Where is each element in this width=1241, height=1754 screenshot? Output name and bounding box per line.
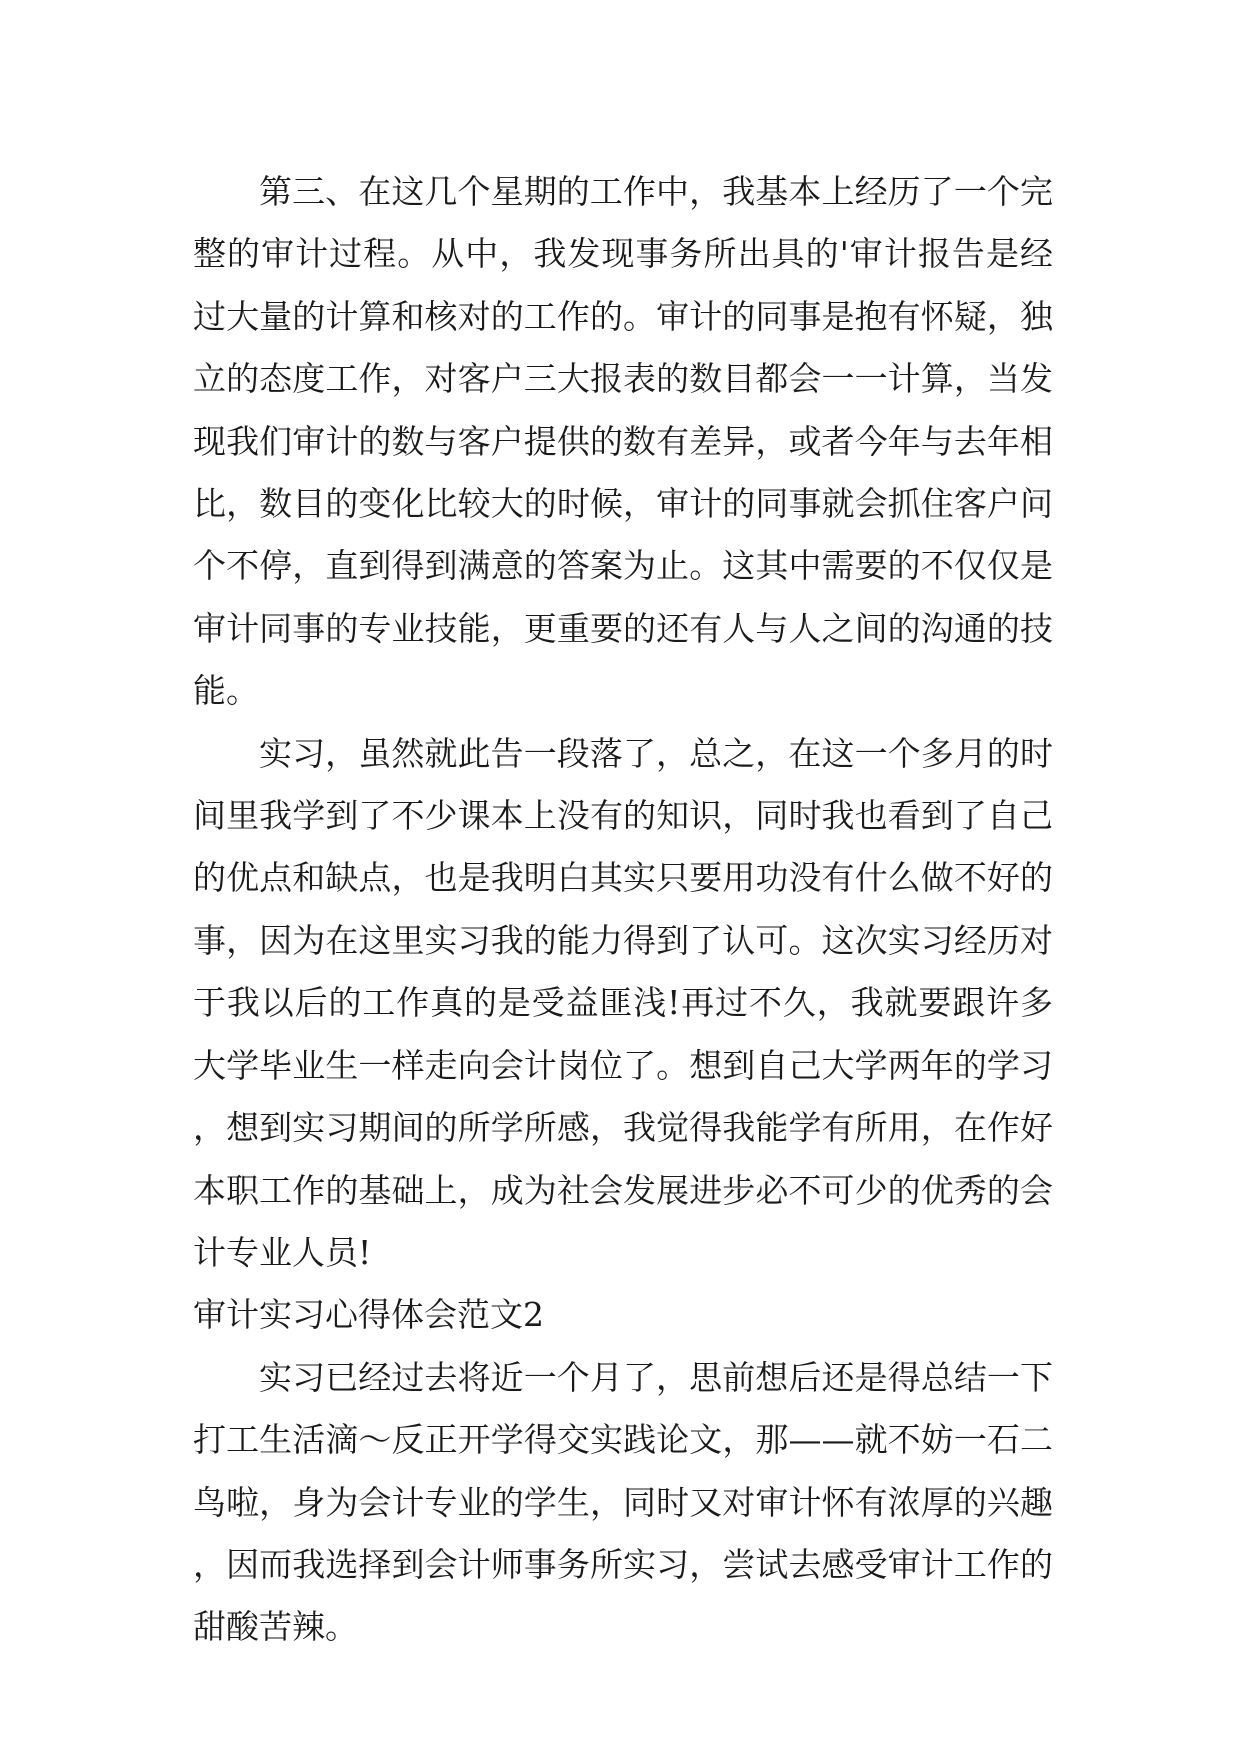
paragraph-internship-summary: 实习，虽然就此告一段落了，总之，在这一个多月的时间里我学到了不少课本上没有的知识，同时我也看到了自己的优点和缺点，也是我明白其实只要用功没有什么做不好的事，因为在这里实习我的能力得到了认可。这次实习经历对于我以后的工作真的是受益匪浅!再过不久，我就要跟许多大学毕业生一样走向会计岗位了。想到自己大学两年的学习，想到实习期间的所学所感，我觉得我能学有所用，在作好本职工作的基础上，成为社会发展进步必不可少的优秀的会计专业人员! xyxy=(193,733,1053,1272)
document-body xyxy=(193,161,1053,1659)
paragraph-audit-process: 第三、在这几个星期的工作中，我基本上经历了一个完整的审计过程。从中，我发现事务所出具的'审计报告是经过大量的计算和核对的工作的。审计的同事是抱有怀疑，独立的态度工作，对客户三大报表的数目都会一一计算，当发现我们审计的数与客户提供的数有差异，或者今年与去年相比，数目的变化比较大的时候，审计的同事就会抓住客户问个不停，直到得到满意的答案为止。这其中需要的不仅仅是审计同事的专业技能，更重要的还有人与人之间的沟通的技能。 xyxy=(193,172,1053,711)
section-title: 审计实习心得体会范文2 xyxy=(193,1295,544,1335)
paragraph-internship-intro: 实习已经过去将近一个月了，思前想后还是得总结一下打工生活滴～反正开学得交实践论文，那——就不妨一石二鸟啦，身为会计专业的学生，同时又对审计怀有浓厚的兴趣，因而我选择到会计师事务所实习，尝试去感受审计工作的甜酸苦辣。 xyxy=(193,1357,1053,1647)
